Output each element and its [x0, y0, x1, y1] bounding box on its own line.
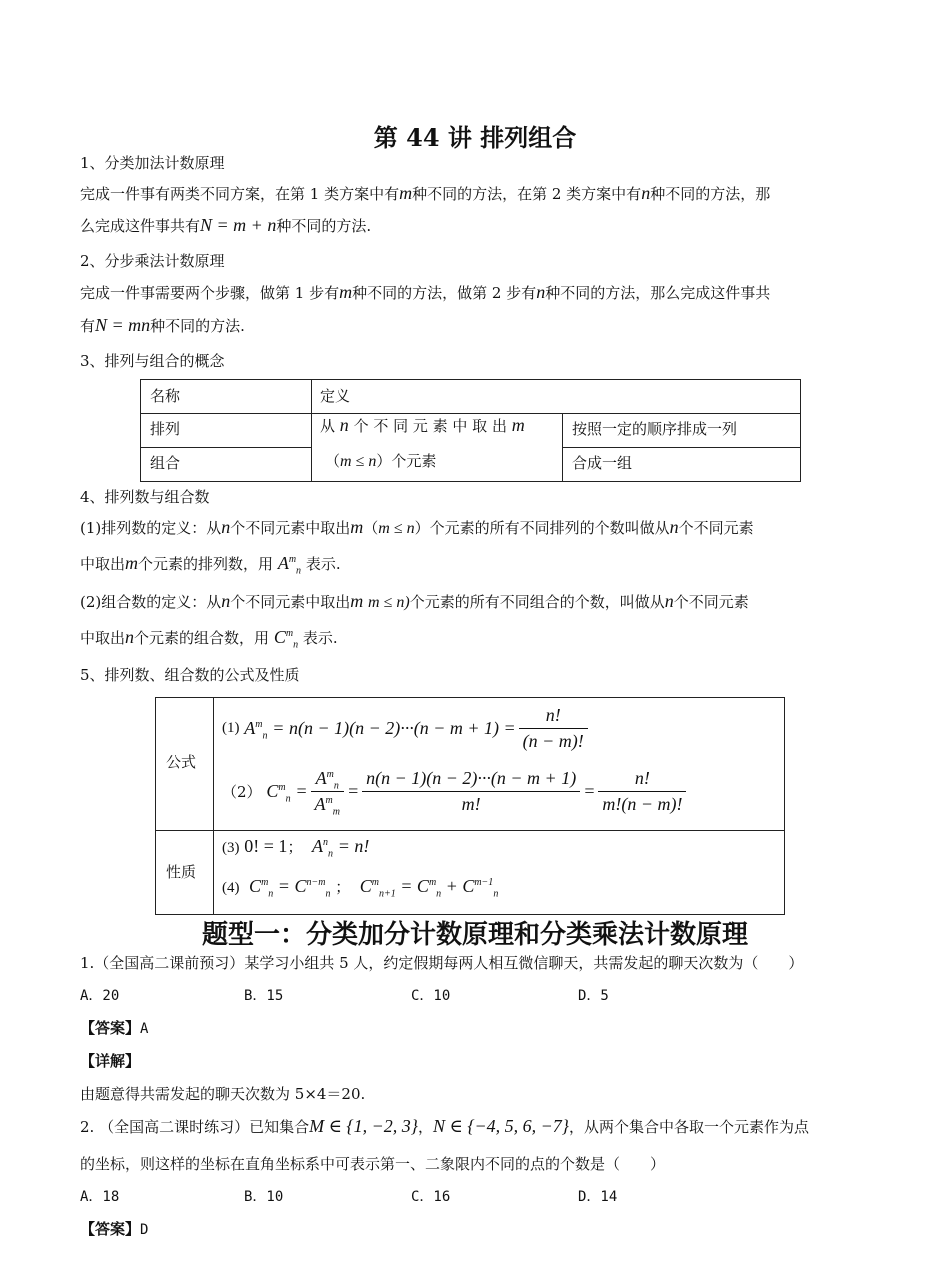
section-4-para-2-line-2: 中取出n个元素的组合数，用 $C^m_n$ 表示. — [80, 627, 338, 651]
question-2-option-b: B．10 — [244, 1189, 284, 1205]
property-label: 性质 — [166, 863, 197, 881]
question-1-stem: 1.（全国高二课前预习）某学习小组共 5 人，约定假期每两人相互微信聊天，共需发起的聊天次数为（ ） — [80, 954, 804, 972]
concept-header-name: 名称 — [150, 387, 181, 405]
concept-definition-line-1: 从 n 个 不 同 元 素 中 取 出 m — [320, 415, 525, 435]
question-2-answer: 【答案】D — [80, 1220, 149, 1238]
question-2-stem-line-2: 的坐标，则这样的坐标在直角坐标系中可表示第一、二象限内不同的点的个数是（ ） — [80, 1155, 666, 1173]
section-1-line-2: 么完成这件事共有N = m + n种不同的方法. — [80, 215, 372, 235]
page-title: 第 44 讲 排列组合 — [373, 123, 577, 152]
question-2-option-d: D．14 — [578, 1189, 618, 1205]
concept-definition-line-2: （m ≤ n）个元素 — [325, 452, 437, 470]
question-1-detail: 由题意得共需发起的聊天次数为 5×4＝20. — [80, 1085, 366, 1103]
section-4-para-1-line-2: 中取出m个元素的排列数，用 $A^m_n$ 表示. — [80, 553, 341, 577]
section-2-line-2: 有N = mn种不同的方法. — [80, 315, 245, 335]
question-1-option-c: C．10 — [411, 988, 451, 1004]
concept-row-permutation: 排列 — [150, 420, 181, 438]
combination-symbol: $C^m_n$ — [273, 627, 299, 651]
question-1-detail-label: 【详解】 — [80, 1052, 141, 1070]
concept-header-definition: 定义 — [320, 387, 351, 405]
section-4-para-1-line-1: (1)排列数的定义：从n个不同元素中取出m（m ≤ n）个元素的所有不同排列的个数叫做从n个不同元素 — [80, 517, 754, 537]
section-1-line-1: 完成一件事有两类不同方案，在第 1 类方案中有m种不同的方法，在第 2 类方案中有n种不同的方法，那 — [80, 183, 771, 203]
property-3: (3) 0! = 1； $A^n_n = n$! — [222, 836, 370, 860]
question-1-option-b: B．15 — [244, 988, 284, 1004]
section-4-para-2-line-1: (2)组合数的定义：从n个不同元素中取出m m ≤ n)个元素的所有不同组合的个数，叫做从n个不同元素 — [80, 591, 749, 611]
question-1-option-a: A．20 — [80, 988, 120, 1004]
concept-combination-desc: 合成一组 — [572, 454, 633, 472]
formula-label: 公式 — [166, 753, 197, 771]
section-4-heading: 4、排列数与组合数 — [80, 488, 210, 506]
question-1-option-d: D．5 — [578, 988, 609, 1004]
question-2-option-c: C．16 — [411, 1189, 451, 1205]
formula-2: （2） $C^m_n$ = $\frac{A^m_n}{A^m_m}$ = $\frac{n(n - 1)(n - 2)\cdot\cdot\cdot(n - m + 1)}{m!}$ = $\frac{n!}{m!(n - m)!}$ — [222, 765, 689, 817]
section-1-heading: 1、分类加法计数原理 — [80, 154, 225, 172]
concept-row-combination: 组合 — [150, 454, 181, 472]
type-1-heading: 题型一：分类加分计数原理和分类乘法计数原理 — [201, 920, 748, 950]
section-3-heading: 3、排列与组合的概念 — [80, 352, 225, 370]
question-2-stem-line-1: 2. （全国高二课时练习）已知集合M ∈ {1, −2, 3}，N ∈ {−4, 5, 6, −7}，从两个集合中各取一个元素作为点 — [80, 1116, 810, 1136]
section-2-line-1: 完成一件事需要两个步骤，做第 1 步有m种不同的方法，做第 2 步有n种不同的方法，那么完成这件事共 — [80, 282, 771, 302]
question-1-answer: 【答案】A — [80, 1019, 149, 1037]
permutation-symbol: $A^m_n$ — [277, 553, 302, 577]
section-2-heading: 2、分步乘法计数原理 — [80, 252, 225, 270]
question-2-option-a: A．18 — [80, 1189, 120, 1205]
section-5-heading: 5、排列数、组合数的公式及性质 — [80, 666, 300, 684]
formula-1: (1) $A^m_n$ = n(n − 1)(n − 2)···(n − m + 1) = $\frac{n!}{(n - m)!}$ — [222, 705, 591, 751]
concept-permutation-desc: 按照一定的顺序排成一列 — [572, 420, 738, 438]
property-4: (4) $C^m_n = C^{n-m}_n$ ； $C^m_{n+1} = C^m_n + C^{m-1}_n$ — [222, 876, 499, 900]
